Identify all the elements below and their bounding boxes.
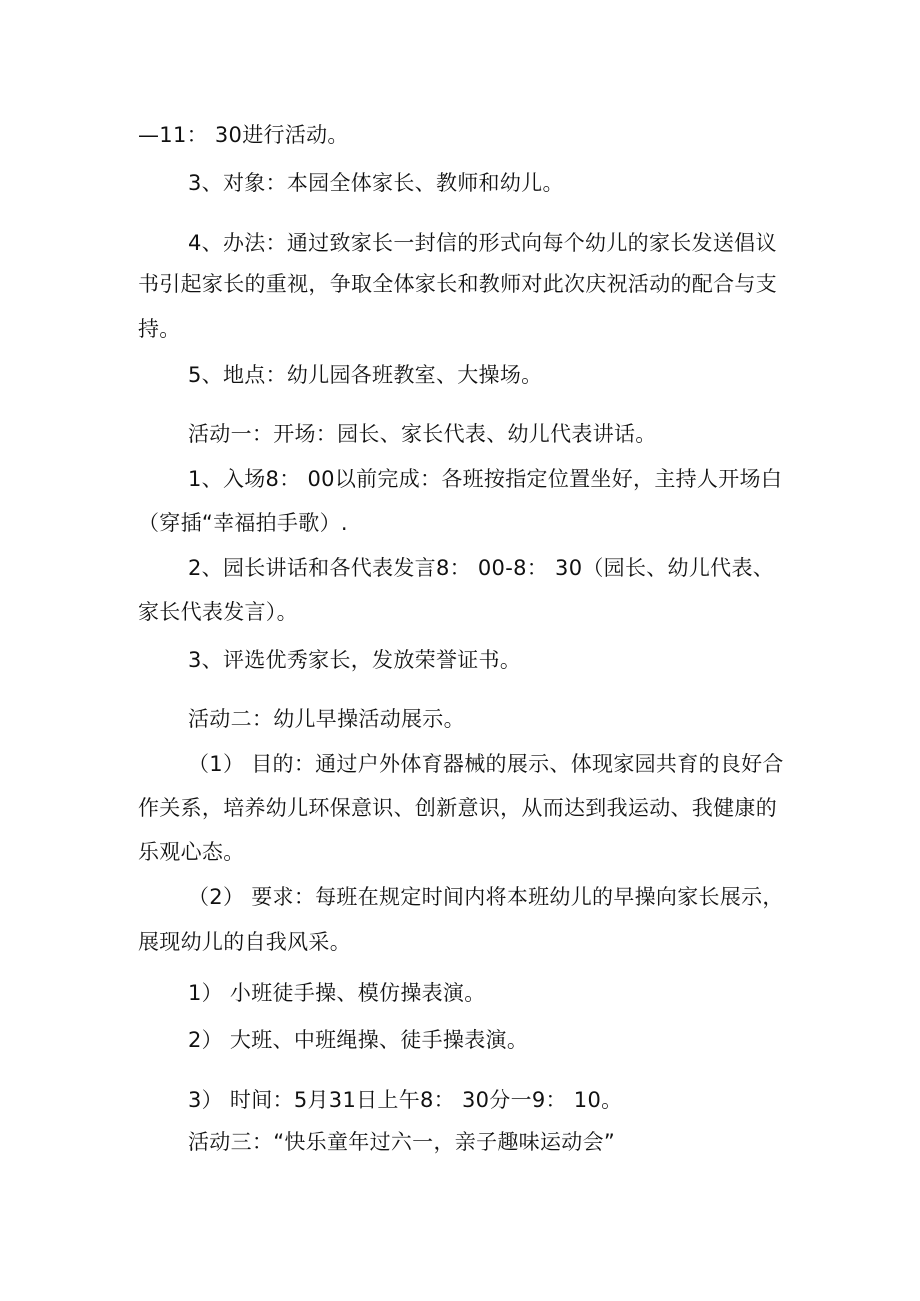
text-line: 4、办法：通过致家长一封信的形式向每个幼儿的家长发送倡议 <box>188 231 777 255</box>
text-line: （2） 要求：每班在规定时间内将本班幼儿的早操向家长展示， <box>188 885 784 909</box>
text-line: 3） 时间：5月31日上午8： 30分一9： 10。 <box>188 1088 623 1112</box>
text-line: 展现幼儿的自我风采。 <box>138 930 351 954</box>
text-line: 5、地点：幼儿园各班教室、大操场。 <box>188 363 543 387</box>
text-line: （1） 目的：通过户外体育器械的展示、体现家园共育的良好合 <box>188 752 784 776</box>
text-line: 持。 <box>138 317 181 341</box>
text-line: 3、对象：本园全体家长、教师和幼儿。 <box>188 171 564 195</box>
text-line: 作关系，培养幼儿环保意识、创新意识，从而达到我运动、我健康的 <box>138 796 777 820</box>
text-line: 2、园长讲话和各代表发言8： 00-8： 30（园长、幼儿代表、 <box>188 556 775 580</box>
text-line: 1） 小班徒手操、模仿操表演。 <box>188 981 486 1005</box>
text-line: （穿插“幸福拍手歌）. <box>138 511 348 535</box>
text-line: 家长代表发言）。 <box>138 600 298 624</box>
text-line: 活动二：幼儿早操活动展示。 <box>188 707 465 731</box>
text-line: 1、入场8： 00以前完成：各班按指定位置坐好，主持人开场白 <box>188 467 783 491</box>
text-line: 2） 大班、中班绳操、徒手操表演。 <box>188 1028 529 1052</box>
text-line: —11： 30进行活动。 <box>138 123 349 147</box>
text-line: 活动一：开场：园长、家长代表、幼儿代表讲话。 <box>188 422 657 446</box>
text-line: 书引起家长的重视，争取全体家长和教师对此次庆祝活动的配合与支 <box>138 272 777 296</box>
text-line: 乐观心态。 <box>138 840 245 864</box>
text-line: 3、评选优秀家长，发放荣誉证书。 <box>188 648 522 672</box>
text-line: 活动三：“快乐童年过六一，亲子趣味运动会” <box>188 1130 616 1154</box>
